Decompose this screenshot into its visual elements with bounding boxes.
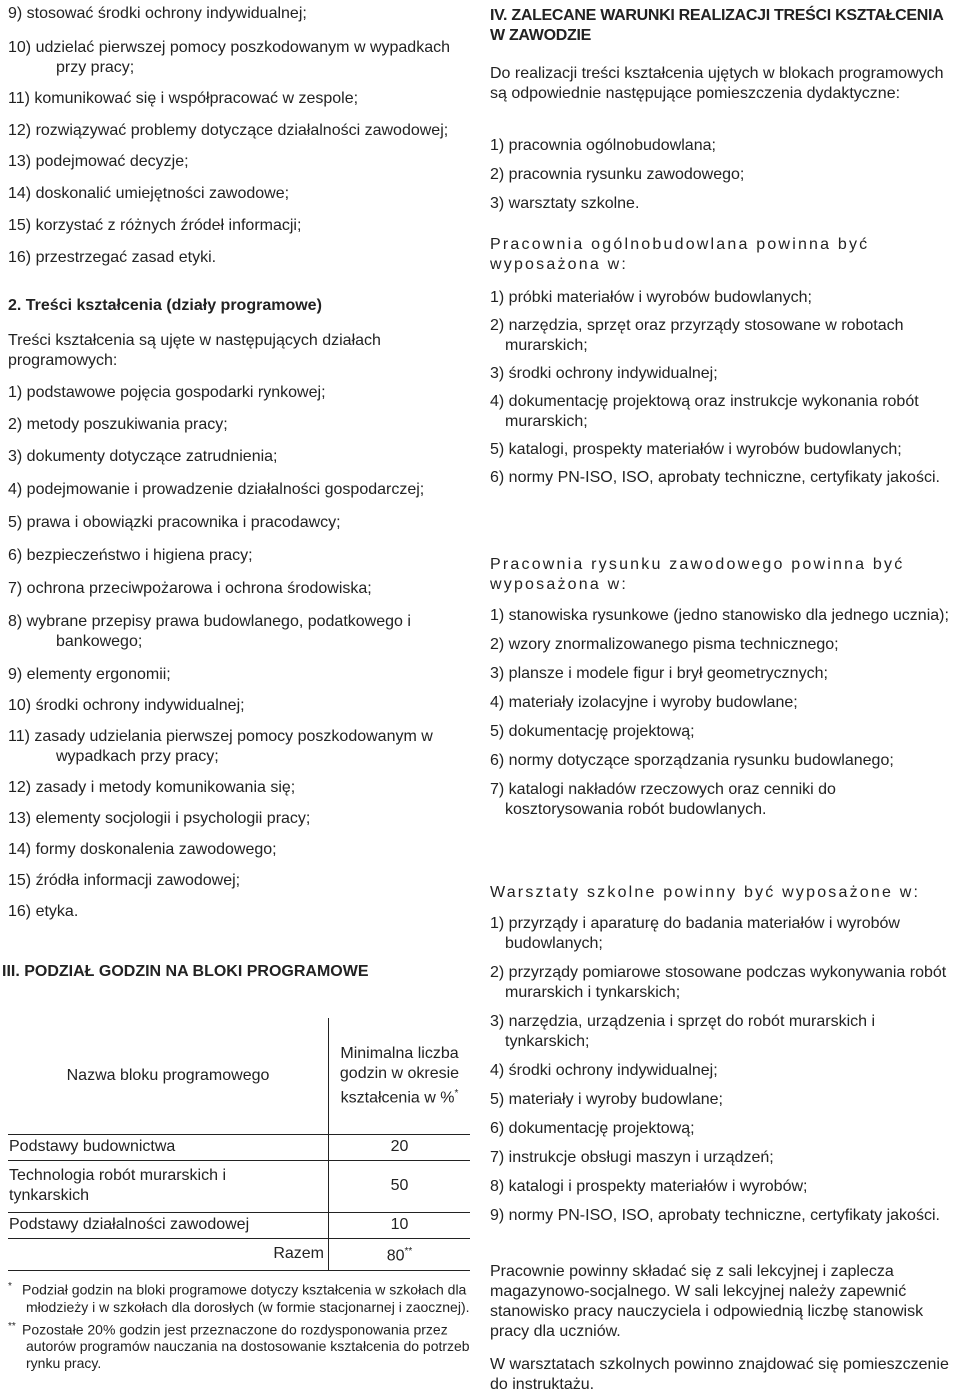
section-2-intro: Treści kształcenia są ujęte w następujących działach programowych: bbox=[8, 332, 381, 369]
hours-table bbox=[8, 1018, 470, 1271]
warsztaty-list bbox=[490, 914, 952, 1226]
list-item: 16) przestrzegać zasad etyki. bbox=[8, 249, 217, 266]
block-value: 10 bbox=[329, 1212, 471, 1238]
closing-paragraph: Pracownie powinny składać się z sali lekcyjnej i zaplecza magazynowo-socjalnego. W sali lekcyjnej należy zapewnić stanowisko pracy nauczyciela i odpowiednią liczbę stanowisk pracy dla uczniów. bbox=[490, 1263, 924, 1340]
list-item: 14) formy doskonalenia zawodowego; bbox=[8, 841, 277, 858]
table-row bbox=[8, 1212, 470, 1238]
content-list bbox=[8, 383, 470, 922]
list-item: 4) podejmowanie i prowadzenie działalności gospodarczej; bbox=[8, 481, 425, 498]
list-item: 9) stosować środki ochrony indywidualnej; bbox=[8, 5, 307, 22]
list-item: 2) pracownia rysunku zawodowego; bbox=[490, 166, 745, 183]
total-value: 80** bbox=[329, 1238, 471, 1270]
list-item: 6) bezpieczeństwo i higiena pracy; bbox=[8, 547, 253, 564]
list-item: 7) katalogi nakładów rzeczowych oraz cenniki do kosztorysowania robót budowlanych. bbox=[490, 781, 836, 818]
list-item: 9) elementy ergonomii; bbox=[8, 666, 171, 683]
rysunek-title: Pracownia rysunku zawodowego powinna być wyposażona w: bbox=[490, 556, 905, 593]
list-item: 3) narzędzia, urządzenia i sprzęt do robót murarskich i tynkarskich; bbox=[490, 1013, 876, 1050]
list-item: 9) normy PN-ISO, ISO, aprobaty techniczne, certyfikaty jakości. bbox=[490, 1207, 940, 1224]
footnote-mark: ** bbox=[8, 1320, 16, 1332]
list-item: 11) komunikować się i współpracować w zespole; bbox=[8, 90, 359, 107]
table-total-row bbox=[8, 1238, 470, 1270]
skills-list bbox=[8, 4, 470, 268]
list-item: 7) ochrona przeciwpożarowa i ochrona środowiska; bbox=[8, 580, 372, 597]
list-item: 5) katalogi, prospekty materiałów i wyrobów budowlanych; bbox=[490, 441, 902, 458]
list-item: 13) podejmować decyzje; bbox=[8, 153, 189, 170]
block-name: Podstawy działalności zawodowej bbox=[8, 1212, 329, 1238]
list-item: 8) wybrane przepisy prawa budowlanego, podatkowego i bankowego; bbox=[8, 613, 411, 650]
list-item: 16) etyka. bbox=[8, 903, 79, 920]
footnote: ** Pozostałe 20% godzin jest przeznaczone do rozdysponowania przez autorów programów nauczania na dostosowanie kształcenia do potrzeb rynku pracy. bbox=[8, 1318, 470, 1373]
table-row bbox=[8, 1134, 470, 1160]
list-item: 1) podstawowe pojęcia gospodarki rynkowej; bbox=[8, 384, 326, 401]
section-3-title: III. PODZIAŁ GODZIN NA BLOKI PROGRAMOWE bbox=[2, 963, 369, 980]
list-item: 6) dokumentację projektową; bbox=[490, 1120, 695, 1137]
section-4-title: IV. ZALECANE WARUNKI REALIZACJI TREŚCI KSZTAŁCENIA W ZAWODZIE bbox=[490, 7, 943, 44]
rysunek-list bbox=[490, 606, 952, 820]
list-item: 6) normy PN-ISO, ISO, aprobaty techniczne, certyfikaty jakości. bbox=[490, 469, 940, 486]
list-item: 15) korzystać z różnych źródeł informacji; bbox=[8, 217, 302, 234]
list-item: 3) warsztaty szkolne. bbox=[490, 195, 640, 212]
list-item: 4) dokumentację projektową oraz instrukcje wykonania robót murarskich; bbox=[490, 393, 919, 430]
block-name: Technologia robót murarskich i tynkarskich bbox=[8, 1160, 329, 1212]
list-item: 1) stanowiska rysunkowe (jedno stanowisko dla jednego ucznia); bbox=[490, 607, 949, 624]
list-item: 2) przyrządy pomiarowe stosowane podczas wykonywania robót murarskich i tynkarskich; bbox=[490, 964, 947, 1001]
ogolno-list bbox=[490, 288, 952, 488]
list-item: 12) rozwiązywać problemy dotyczące działalności zawodowej; bbox=[8, 122, 449, 139]
table-row bbox=[8, 1160, 470, 1212]
list-item: 5) prawa i obowiązki pracownika i pracodawcy; bbox=[8, 514, 341, 531]
list-item: 1) pracownia ogólnobudowlana; bbox=[490, 137, 716, 154]
list-item: 12) zasady i metody komunikowania się; bbox=[8, 779, 296, 796]
list-item: 13) elementy socjologii i psychologii pracy; bbox=[8, 810, 311, 827]
list-item: 3) dokumenty dotyczące zatrudnienia; bbox=[8, 448, 278, 465]
footnote-mark: * bbox=[454, 1087, 459, 1099]
footnote-mark: * bbox=[8, 1281, 12, 1292]
total-label: Razem bbox=[8, 1238, 329, 1270]
list-item: 5) dokumentację projektową; bbox=[490, 723, 695, 740]
list-item: 4) środki ochrony indywidualnej; bbox=[490, 1062, 718, 1079]
warsztaty-title: Warsztaty szkolne powinny być wyposażone w: bbox=[490, 884, 921, 901]
block-name: Podstawy budownictwa bbox=[8, 1134, 329, 1160]
table-header-row bbox=[8, 1018, 470, 1134]
footnote: * Podział godzin na bloki programowe dotyczy kształcenia w szkołach dla młodzieży i w szkołach dla dorosłych (w formie stacjonarnej i zaocznej). bbox=[8, 1278, 470, 1316]
section-2-title: 2. Treści kształcenia (działy programowe) bbox=[8, 297, 322, 314]
list-item: 2) narzędzia, sprzęt oraz przyrządy stosowane w robotach murarskich; bbox=[490, 317, 904, 354]
header-block-name: Nazwa bloku programowego bbox=[8, 1018, 329, 1134]
closing-paragraph: W warsztatach szkolnych powinno znajdować się pomieszczenie do instruktażu. bbox=[490, 1356, 949, 1393]
footnotes bbox=[8, 1278, 470, 1372]
list-item: 7) instrukcje obsługi maszyn i urządzeń; bbox=[490, 1149, 774, 1166]
list-item: 3) plansze i modele figur i brył geometrycznych; bbox=[490, 665, 828, 682]
block-value: 20 bbox=[329, 1134, 471, 1160]
ogolno-title: Pracownia ogólnobudowlana powinna być wyposażona w: bbox=[490, 236, 870, 273]
list-item: 5) materiały i wyroby budowlane; bbox=[490, 1091, 723, 1108]
list-item: 2) metody poszukiwania pracy; bbox=[8, 416, 228, 433]
list-item: 1) próbki materiałów i wyrobów budowlanych; bbox=[490, 289, 812, 306]
footnote-mark: ** bbox=[404, 1245, 413, 1257]
list-item: 15) źródła informacji zawodowej; bbox=[8, 872, 241, 889]
block-value: 50 bbox=[329, 1160, 471, 1212]
list-item: 4) materiały izolacyjne i wyroby budowlane; bbox=[490, 694, 798, 711]
header-min-hours: Minimalna liczba godzin w okresie kształcenia w %* bbox=[329, 1018, 471, 1134]
list-item: 1) przyrządy i aparaturę do badania materiałów i wyrobów budowlanych; bbox=[490, 915, 900, 952]
list-item: 2) wzory znormalizowanego pisma technicznego; bbox=[490, 636, 839, 653]
list-item: 3) środki ochrony indywidualnej; bbox=[490, 365, 718, 382]
list-item: 10) środki ochrony indywidualnej; bbox=[8, 697, 245, 714]
rooms-list bbox=[490, 136, 952, 214]
list-item: 6) normy dotyczące sporządzania rysunku budowlanego; bbox=[490, 752, 894, 769]
list-item: 10) udzielać pierwszej pomocy poszkodowanym w wypadkach przy pracy; bbox=[8, 39, 450, 76]
list-item: 11) zasady udzielania pierwszej pomocy poszkodowanym w wypadkach przy pracy; bbox=[8, 728, 433, 765]
section-4-intro: Do realizacji treści kształcenia ujętych w blokach programowych są odpowiednie następujące pomieszczenia dydaktyczne: bbox=[490, 65, 944, 102]
list-item: 8) katalogi i prospekty materiałów i wyrobów; bbox=[490, 1178, 808, 1195]
list-item: 14) doskonalić umiejętności zawodowe; bbox=[8, 185, 290, 202]
